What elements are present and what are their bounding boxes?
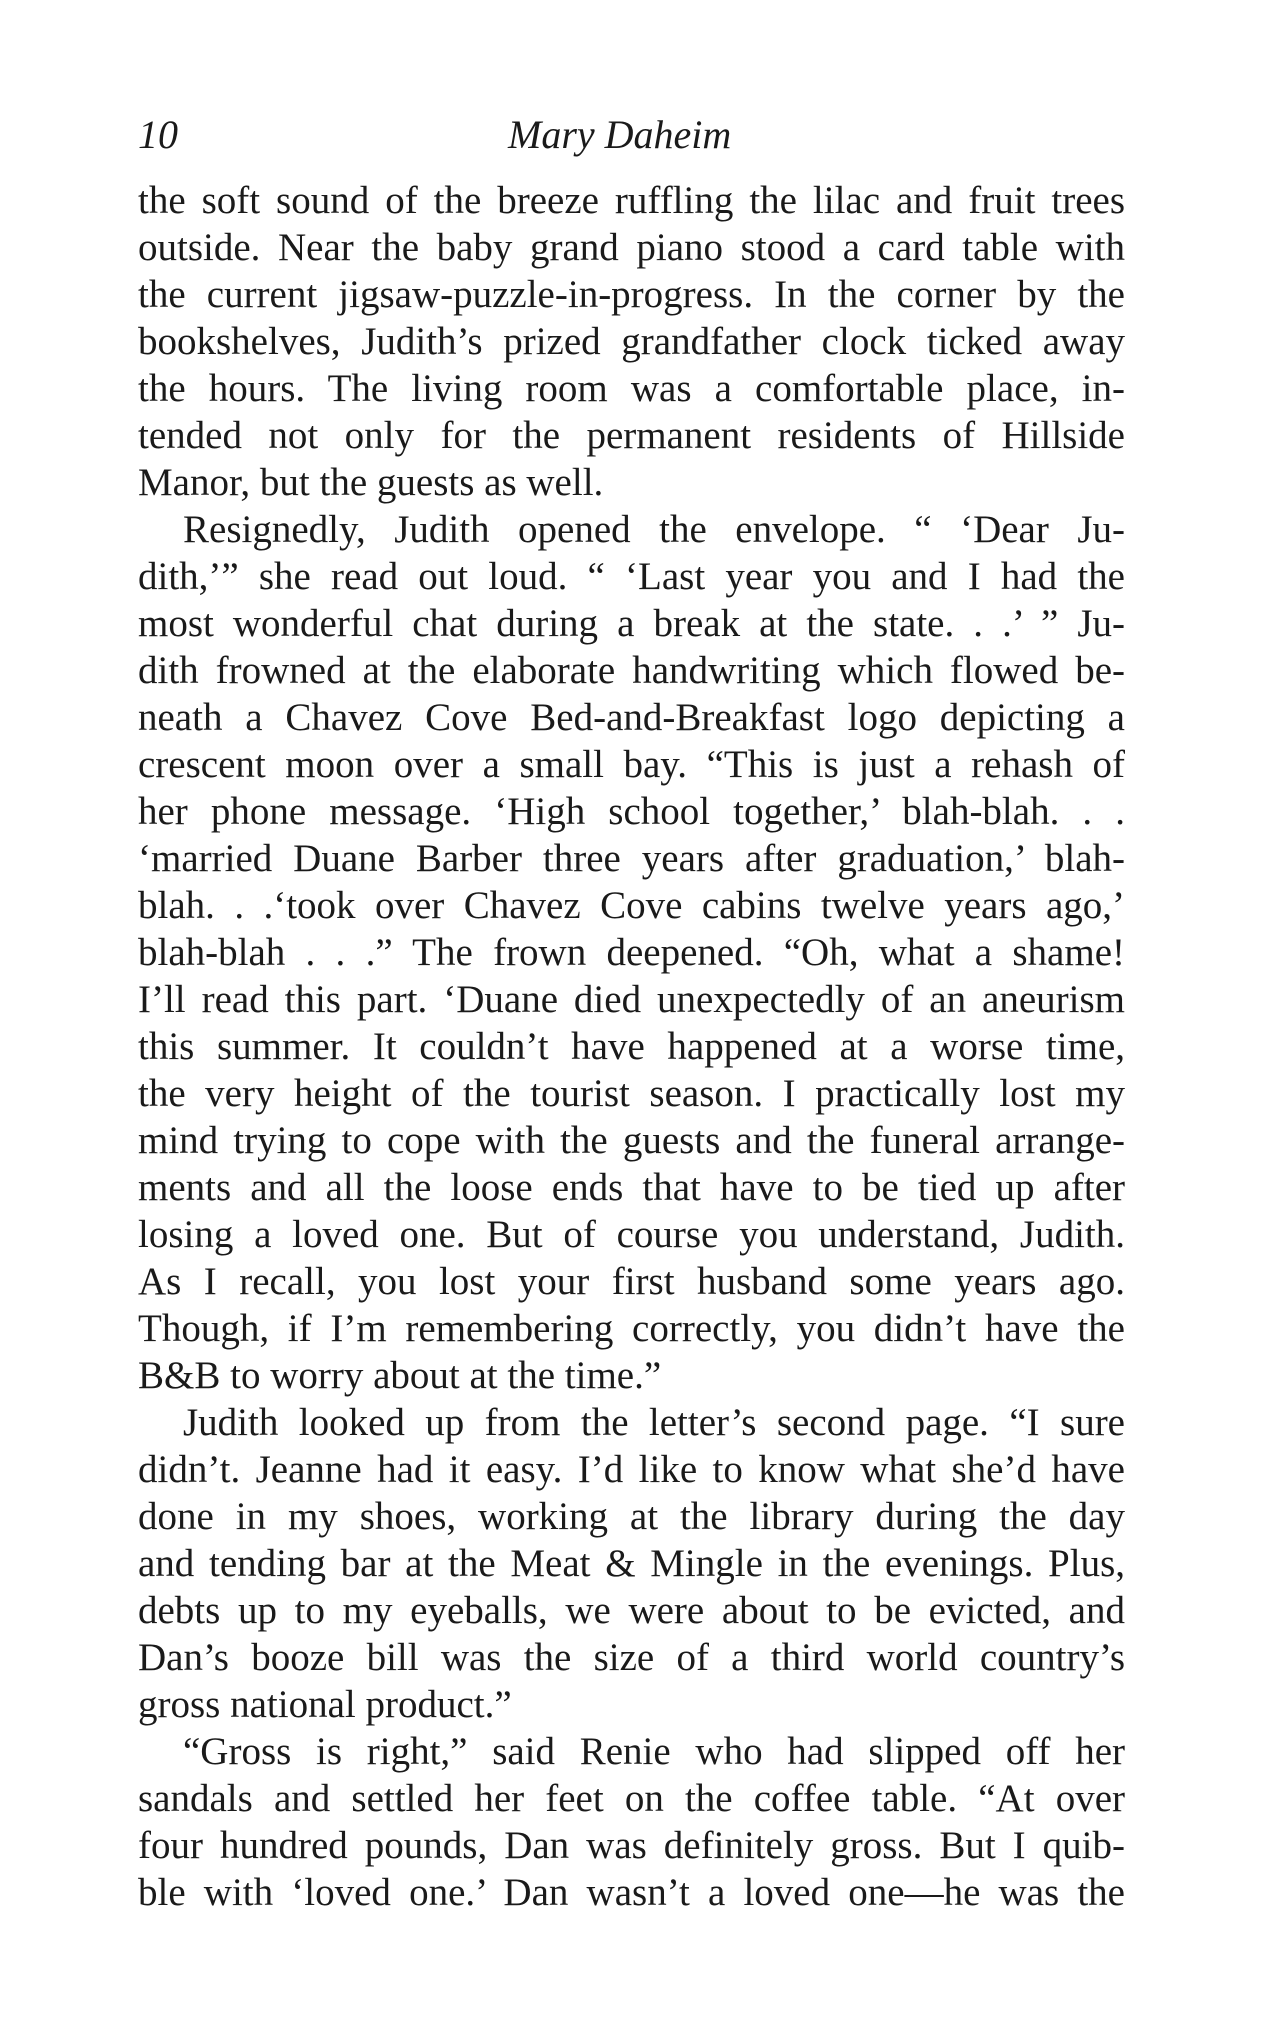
- text-line: crescent moon over a small bay. “This is just a rehash of: [138, 743, 1125, 786]
- text-line: “Gross is right,” said Renie who had slipped off her: [183, 1730, 1125, 1773]
- text-line: the soft sound of the breeze ruffling the lilac and fruit trees: [138, 179, 1125, 222]
- body-text: [138, 177, 1125, 1916]
- text-line: debts up to my eyeballs, we were about to be evicted, and: [138, 1589, 1125, 1632]
- text-line: sandals and settled her feet on the coffee table. “At over: [138, 1777, 1125, 1820]
- page-header: [138, 110, 1123, 160]
- text-line: Dan’s booze bill was the size of a third world country’s: [138, 1636, 1125, 1679]
- text-line: blah. . .‘took over Chavez Cove cabins twelve years ago,’: [138, 884, 1125, 927]
- text-line: losing a loved one. But of course you understand, Judith.: [138, 1213, 1125, 1256]
- text-line: ble with ‘loved one.’ Dan wasn’t a loved one—he was the: [138, 1871, 1125, 1914]
- text-line: done in my shoes, working at the library during the day: [138, 1495, 1125, 1538]
- text-line: outside. Near the baby grand piano stood a card table with: [138, 226, 1125, 269]
- text-line: Though, if I’m remembering correctly, you didn’t have the: [138, 1307, 1125, 1350]
- text-line: B&B to worry about at the time.”: [138, 1354, 662, 1397]
- text-line: Resignedly, Judith opened the envelope. “ ‘Dear Ju-: [183, 508, 1125, 551]
- page-number: 10: [138, 112, 178, 157]
- text-line: dith frowned at the elaborate handwriting which flowed be-: [138, 649, 1125, 692]
- text-line: Judith looked up from the letter’s second page. “I sure: [183, 1401, 1125, 1444]
- text-line: Manor, but the guests as well.: [138, 461, 604, 504]
- text-line: the current jigsaw-puzzle-in-progress. In the corner by the: [138, 273, 1125, 316]
- text-line: I’ll read this part. ‘Duane died unexpectedly of an aneurism: [138, 978, 1125, 1021]
- text-line: most wonderful chat during a break at the state. . .’ ” Ju-: [138, 602, 1125, 645]
- text-line: neath a Chavez Cove Bed-and-Breakfast logo depicting a: [138, 696, 1125, 739]
- text-line: bookshelves, Judith’s prized grandfather clock ticked away: [138, 320, 1125, 363]
- text-line: the hours. The living room was a comfortable place, in-: [138, 367, 1125, 410]
- text-line: and tending bar at the Meat & Mingle in the evenings. Plus,: [138, 1542, 1125, 1585]
- running-head-author: Mary Daheim: [508, 112, 732, 157]
- text-line: the very height of the tourist season. I practically lost my: [138, 1072, 1125, 1115]
- text-line: ‘married Duane Barber three years after graduation,’ blah-: [138, 837, 1125, 880]
- text-line: ments and all the loose ends that have to be tied up after: [138, 1166, 1125, 1209]
- text-line: dith,’” she read out loud. “ ‘Last year you and I had the: [138, 555, 1125, 598]
- text-line: blah-blah . . .” The frown deepened. “Oh, what a shame!: [138, 931, 1125, 974]
- text-line: tended not only for the permanent residents of Hillside: [138, 414, 1125, 457]
- text-line: this summer. It couldn’t have happened at a worse time,: [138, 1025, 1125, 1068]
- text-line: As I recall, you lost your first husband some years ago.: [138, 1260, 1125, 1303]
- text-line: mind trying to cope with the guests and the funeral arrange-: [138, 1119, 1125, 1162]
- text-line: didn’t. Jeanne had it easy. I’d like to know what she’d have: [138, 1448, 1125, 1491]
- text-line: gross national product.”: [138, 1683, 512, 1726]
- text-line: four hundred pounds, Dan was definitely gross. But I quib-: [138, 1824, 1125, 1867]
- text-line: her phone message. ‘High school together,’ blah-blah. . .: [138, 790, 1125, 833]
